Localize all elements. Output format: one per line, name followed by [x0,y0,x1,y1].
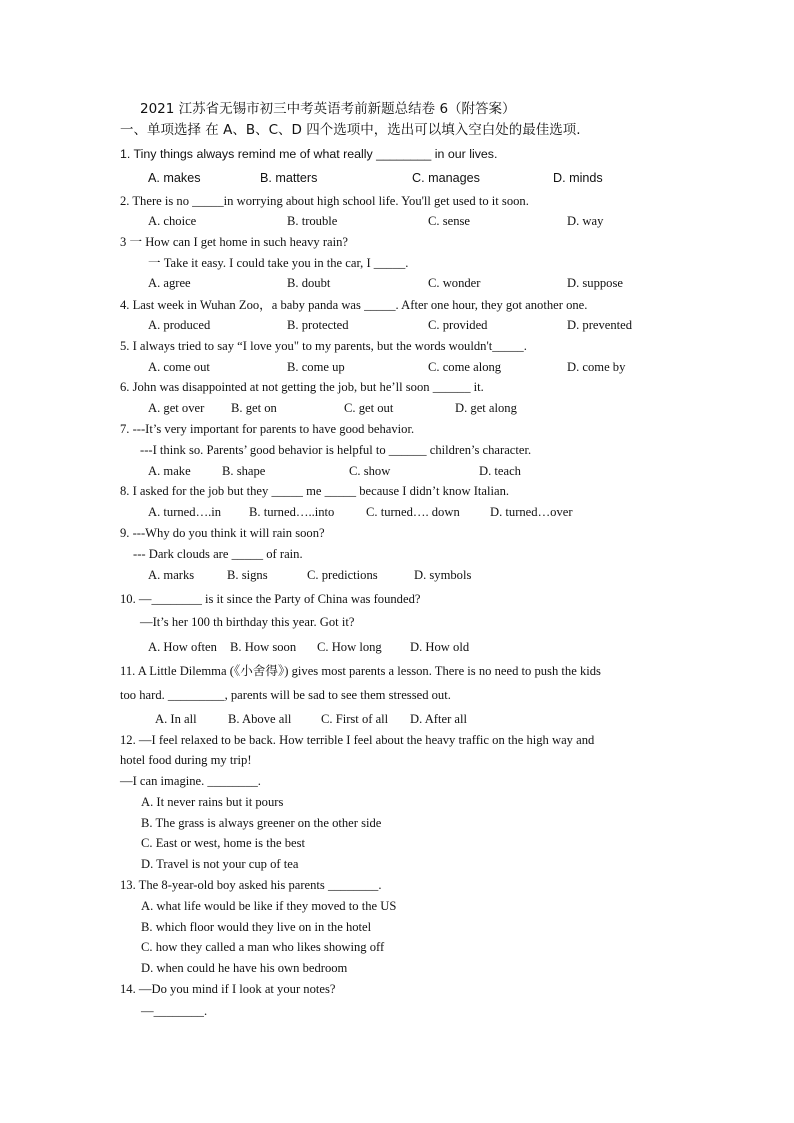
question-3-option-c: C. wonder [428,276,481,290]
section-heading: 一、单项选择 在 A、B、C、D 四个选项中，选出可以填入空白处的最佳选项. [120,122,581,138]
question-9-stem-line-2: --- Dark clouds are _____ of rain. [133,547,303,561]
question-8-option-d: D. turned…over [490,505,573,519]
question-9-option-a: A. marks [148,568,195,582]
question-10-stem-line-2: —It’s her 100 th birthday this year. Got it? [140,615,355,629]
question-10-option-b: B. How soon [230,640,297,654]
question-11-option-a: A. In all [155,712,197,726]
question-7-stem-line-2: ---I think so. Parents’ good behavior is helpful to ______ children’s character. [140,443,532,457]
question-12-option-d: D. Travel is not your cup of tea [141,857,299,871]
question-4-option-d: D. prevented [567,318,633,332]
question-7-option-b: B. shape [222,464,266,478]
question-2-option-d: D. way [567,214,604,228]
question-12-stem-line-2: hotel food during my trip! [120,753,252,767]
question-12-option-b: B. The grass is always greener on the other side [141,816,382,830]
question-8-stem: 8. I asked for the job but they _____ me _____ because I didn’t know Italian. [120,484,510,498]
question-11-option-d: D. After all [410,712,468,726]
question-12-stem: 12. —I feel relaxed to be back. How terrible I feel about the heavy traffic on the high way and [120,733,595,747]
question-3-stem: 3 一 How can I get home in such heavy rain? [120,235,349,249]
question-6-option-c: C. get out [344,401,394,415]
question-6-option-a: A. get over [148,401,205,415]
question-3-stem-line-2: 一 Take it easy. I could take you in the car, I _____. [148,256,409,270]
question-5-option-b: B. come up [287,360,345,374]
page-title: 2021 江苏省无锡市初三中考英语考前新题总结卷 6（附答案） [140,101,516,117]
question-12-stem-line-3: —I can imagine. ________. [120,774,261,788]
question-1-option-d: D. minds [553,171,603,185]
question-10-option-a: A. How often [148,640,217,654]
question-13-option-c: C. how they called a man who likes showing off [141,940,385,954]
question-11-stem: 11. A Little Dilemma (《小舍得》) gives most parents a lesson. There is no need to push the kids [120,664,601,678]
question-7-stem: 7. ---It’s very important for parents to have good behavior. [120,422,415,436]
question-7-option-c: C. show [349,464,391,478]
question-4-option-c: C. provided [428,318,488,332]
question-11-option-c: C. First of all [321,712,389,726]
question-10-option-d: D. How old [410,640,470,654]
question-12-option-a: A. It never rains but it pours [141,795,284,809]
question-2-option-c: C. sense [428,214,470,228]
question-4-stem: 4. Last week in Wuhan Zoo，a baby panda was _____. After one hour, they got another one. [120,298,588,312]
question-3-option-a: A. agree [148,276,191,290]
question-13-option-d: D. when could he have his own bedroom [141,961,348,975]
question-2-stem: 2. There is no _____in worrying about high school life. You'll get used to it soon. [120,194,529,208]
question-13-option-b: B. which floor would they live on in the hotel [141,920,372,934]
question-3-option-d: D. suppose [567,276,623,290]
question-1-option-c: C. manages [412,171,480,185]
question-1-stem: 1. Tiny things always remind me of what really ________ in our lives. [120,147,498,161]
question-6-option-b: B. get on [231,401,277,415]
question-2-option-b: B. trouble [287,214,338,228]
question-10-stem: 10. —________ is it since the Party of China was founded? [120,592,421,606]
question-10-option-c: C. How long [317,640,382,654]
question-9-option-d: D. symbols [414,568,472,582]
question-4-option-a: A. produced [148,318,211,332]
question-3-option-b: B. doubt [287,276,331,290]
question-8-option-a: A. turned….in [148,505,222,519]
question-5-option-d: D. come by [567,360,626,374]
question-8-option-c: C. turned…. down [366,505,460,519]
question-1-option-a: A. makes [148,171,201,185]
question-9-option-c: C. predictions [307,568,378,582]
question-14-stem-line-2: —________. [141,1004,208,1018]
question-4-option-b: B. protected [287,318,349,332]
question-1-option-b: B. matters [260,171,318,185]
question-9-option-b: B. signs [227,568,268,582]
question-12-option-c: C. East or west, home is the best [141,836,306,850]
question-6-option-d: D. get along [455,401,517,415]
question-2-option-a: A. choice [148,214,197,228]
question-7-option-a: A. make [148,464,191,478]
question-11-stem-line-2: too hard. _________, parents will be sad to see them stressed out. [120,688,451,702]
question-6-stem: 6. John was disappointed at not getting the job, but he’ll soon ______ it. [120,380,484,394]
question-11-option-b: B. Above all [228,712,292,726]
question-5-stem: 5. I always tried to say “I love you" to my parents, but the words wouldn't_____. [120,339,527,353]
question-9-stem: 9. ---Why do you think it will rain soon? [120,526,325,540]
question-5-option-a: A. come out [148,360,210,374]
question-13-stem: 13. The 8-year-old boy asked his parents ________. [120,878,382,892]
question-13-option-a: A. what life would be like if they moved to the US [141,899,397,913]
question-7-option-d: D. teach [479,464,521,478]
question-14-stem: 14. —Do you mind if I look at your notes? [120,982,336,996]
question-5-option-c: C. come along [428,360,502,374]
question-8-option-b: B. turned…..into [249,505,335,519]
